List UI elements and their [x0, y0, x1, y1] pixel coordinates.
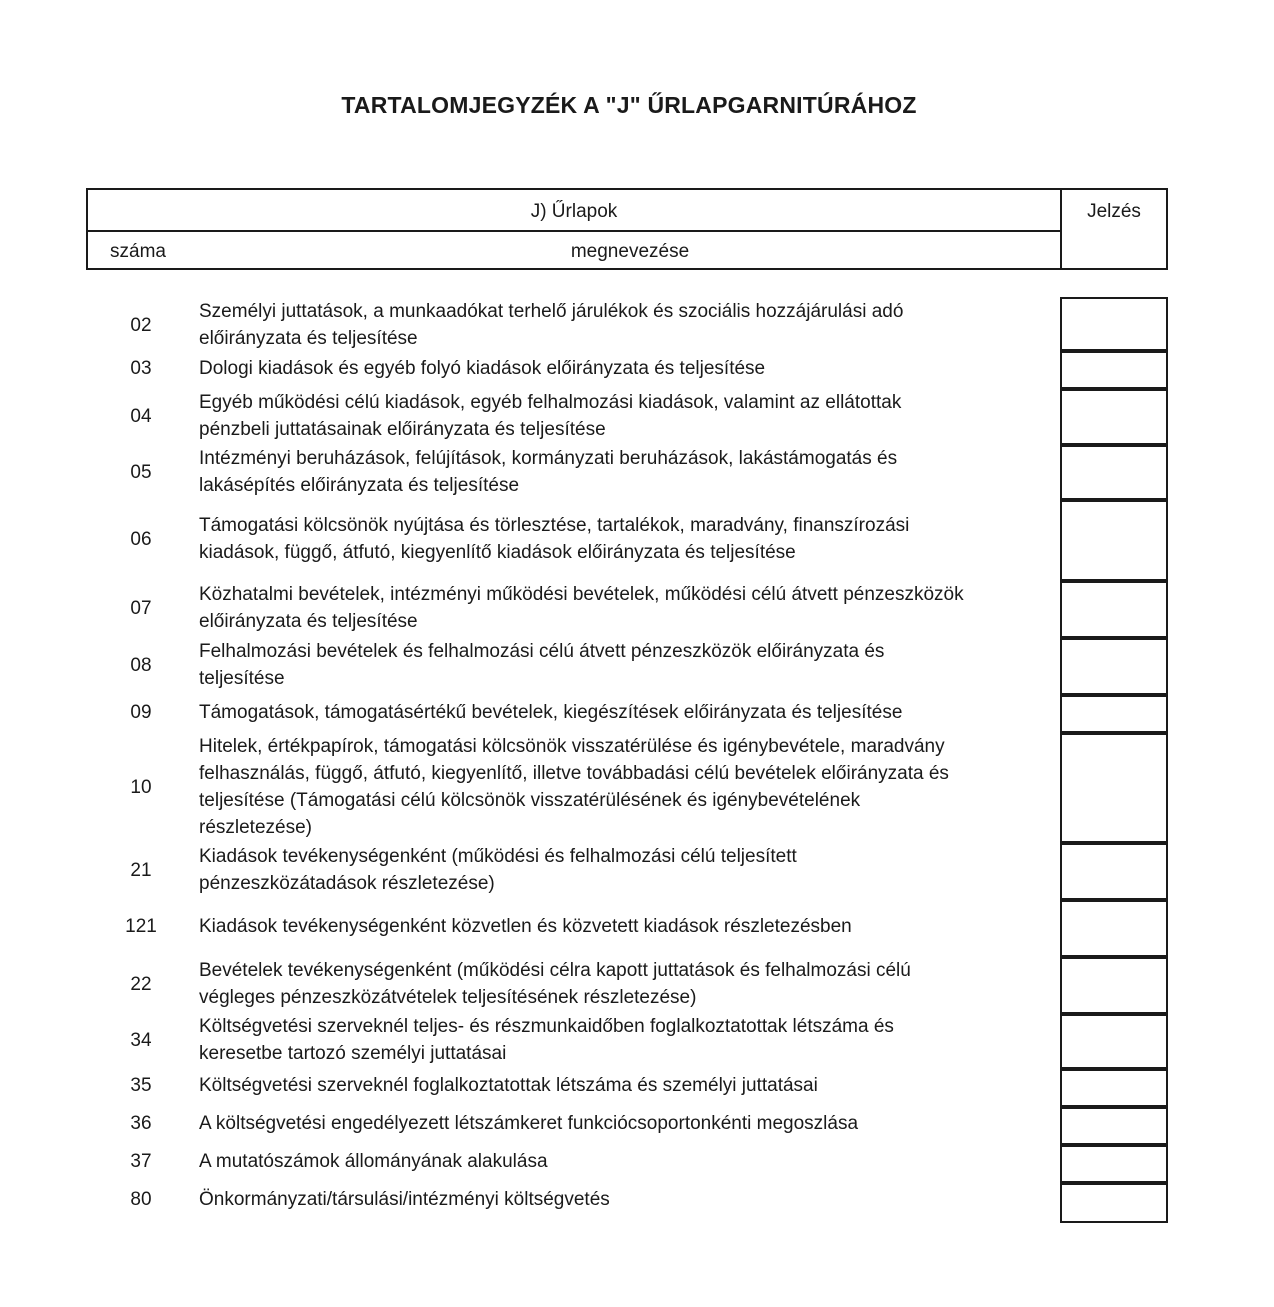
form-number: 21: [130, 859, 152, 881]
form-number: 06: [130, 528, 152, 550]
mark-checkbox[interactable]: [1060, 1143, 1168, 1185]
header-mark-label: Jelzés: [1087, 201, 1141, 222]
mark-checkbox[interactable]: [1060, 443, 1168, 502]
header-forms-label: J) Űrlapok: [530, 201, 618, 222]
form-description: Hitelek, értékpapírok, támogatási kölcsönök visszatérülése és igénybevétele, maradvány felhasználás, függő, átfutó, kiegyenlítő, illetve továbbadási célú bevételek előirányzata és teljesítése (Támogatási célú kölcsönök visszatérülésének és igénybevételének részletezése): [199, 736, 949, 838]
form-description: A költségvetési engedélyezett létszámkeret funkciócsoportonkénti megoszlása: [199, 1113, 859, 1134]
mark-checkbox[interactable]: [1060, 579, 1168, 640]
form-number: 05: [130, 461, 152, 483]
mark-checkbox[interactable]: [1060, 297, 1168, 353]
mark-checkbox[interactable]: [1060, 1067, 1168, 1109]
form-description: Önkormányzati/társulási/intézményi költségvetés: [199, 1189, 610, 1210]
form-number: 37: [130, 1151, 152, 1172]
form-number: 34: [130, 1029, 152, 1051]
form-description: Költségvetési szerveknél foglalkoztatottak létszáma és személyi juttatásai: [199, 1075, 818, 1096]
form-number: 03: [130, 358, 152, 379]
form-description: Költségvetési szerveknél teljes- és részmunkaidőben foglalkoztatottak létszáma és keresetbe tartozó személyi juttatásai: [199, 1016, 894, 1064]
mark-checkbox[interactable]: [1060, 955, 1168, 1016]
mark-checkbox[interactable]: [1060, 693, 1168, 735]
form-number: 121: [125, 916, 157, 937]
mark-checkbox[interactable]: [1060, 1181, 1168, 1223]
mark-checkbox[interactable]: [1060, 731, 1168, 845]
form-number: 10: [130, 776, 152, 798]
form-description: Közhatalmi bevételek, intézményi működési bevételek, működési célú átvett pénzeszközök előirányzata és teljesítése: [199, 584, 964, 632]
form-description: Bevételek tevékenységenként (működési célra kapott juttatások és felhalmozási célú végleges pénzeszközátvételek teljesítésének részletezése): [199, 960, 911, 1008]
form-number: 35: [130, 1075, 152, 1096]
mark-checkbox[interactable]: [1060, 898, 1168, 959]
header-name-label: megnevezése: [570, 241, 690, 262]
form-number: 08: [130, 654, 152, 676]
page-title: TARTALOMJEGYZÉK A "J" ŰRLAPGARNITÚRÁHOZ: [341, 92, 917, 118]
mark-checkbox[interactable]: [1060, 1105, 1168, 1147]
form-number: 80: [130, 1189, 152, 1210]
form-description: Kiadások tevékenységenként közvetlen és közvetett kiadások részletezésben: [199, 916, 852, 937]
form-number: 02: [130, 314, 152, 336]
form-number: 09: [130, 702, 152, 723]
mark-checkbox[interactable]: [1060, 349, 1168, 391]
mark-checkbox[interactable]: [1060, 498, 1168, 583]
form-description: Intézményi beruházások, felújítások, kormányzati beruházások, lakástámogatás és lakásépítés előirányzata és teljesítése: [199, 448, 898, 496]
form-description: Egyéb működési célú kiadások, egyéb felhalmozási kiadások, valamint az ellátottak pénzbeli juttatásainak előirányzata és teljesítése: [199, 392, 902, 440]
form-description: A mutatószámok állományának alakulása: [199, 1151, 548, 1172]
form-number: 07: [130, 597, 152, 619]
form-description: Személyi juttatások, a munkaadókat terhelő járulékok és szociális hozzájárulási adó előirányzata és teljesítése: [199, 301, 904, 349]
form-number: 36: [130, 1113, 152, 1134]
form-description: Dologi kiadások és egyéb folyó kiadások előirányzata és teljesítése: [199, 358, 766, 379]
header-number-label: száma: [110, 241, 166, 262]
form-description: Támogatási kölcsönök nyújtása és törlesztése, tartalékok, maradvány, finanszírozási kiadások, függő, átfutó, kiegyenlítő kiadások előirányzata és teljesítése: [199, 515, 910, 563]
form-description: Támogatások, támogatásértékű bevételek, kiegészítések előirányzata és teljesítése: [199, 702, 903, 723]
form-number: 22: [130, 973, 152, 995]
form-description: Kiadások tevékenységenként (működési és felhalmozási célú teljesített pénzeszközátadások részletezése): [199, 846, 797, 894]
mark-checkbox[interactable]: [1060, 387, 1168, 447]
mark-checkbox[interactable]: [1060, 841, 1168, 902]
form-number: 04: [130, 405, 152, 427]
mark-checkbox[interactable]: [1060, 1012, 1168, 1071]
mark-checkbox[interactable]: [1060, 636, 1168, 697]
form-description: Felhalmozási bevételek és felhalmozási célú átvett pénzeszközök előirányzata és teljesítése: [199, 641, 885, 689]
